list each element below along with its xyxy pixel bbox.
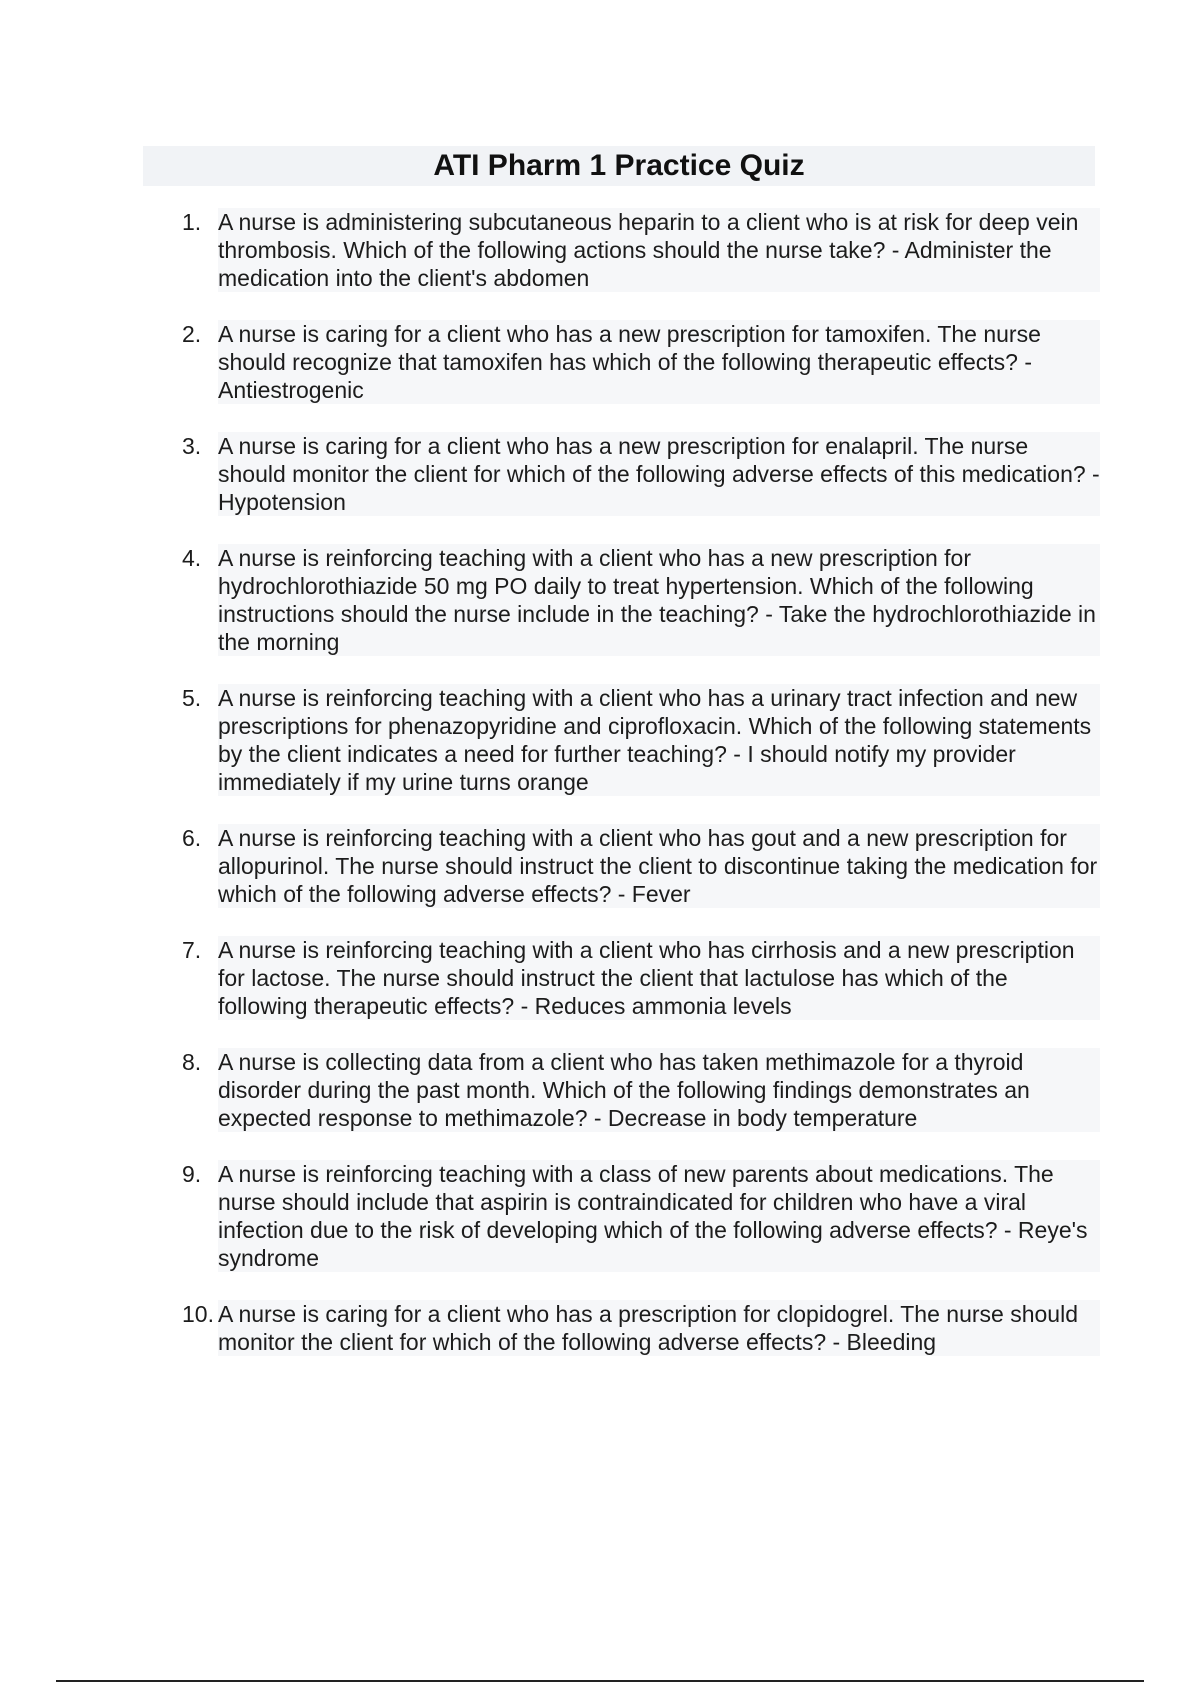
- quiz-item: [170, 1300, 1100, 1356]
- item-number: 7.: [182, 937, 202, 963]
- item-text: A nurse is administering subcutaneous heparin to a client who is at risk for deep vein thrombosis. Which of the following actions should the nurse take? - Administer the medication into the client's abdomen: [218, 208, 1100, 292]
- item-text: A nurse is reinforcing teaching with a client who has a urinary tract infection and new prescriptions for phenazopyridine and ciprofloxacin. Which of the following statements by the client indicates a need for further teaching? - I should notify my provider immediately if my urine turns orange: [218, 684, 1100, 796]
- quiz-item: [170, 684, 1100, 796]
- item-number: 2.: [182, 321, 202, 347]
- item-text: A nurse is collecting data from a client who has taken methimazole for a thyroid disorder during the past month. Which of the following findings demonstrates an expected response to methimazole? - Decrease in body temperature: [218, 1048, 1100, 1132]
- quiz-item: [170, 1048, 1100, 1132]
- item-number: 5.: [182, 685, 202, 711]
- item-number: 1.: [182, 209, 202, 235]
- quiz-list: [170, 208, 1100, 1384]
- item-number: 4.: [182, 545, 202, 571]
- item-number: 8.: [182, 1049, 202, 1075]
- quiz-item: [170, 320, 1100, 404]
- quiz-item: [170, 936, 1100, 1020]
- item-number: 3.: [182, 433, 202, 459]
- item-text: A nurse is reinforcing teaching with a class of new parents about medications. The nurse should include that aspirin is contraindicated for children who have a viral infection due to the risk of developing which of the following adverse effects? - Reye's syndrome: [218, 1160, 1100, 1272]
- item-text: A nurse is caring for a client who has a prescription for clopidogrel. The nurse should monitor the client for which of the following adverse effects? - Bleeding: [218, 1300, 1100, 1356]
- item-text: A nurse is reinforcing teaching with a client who has gout and a new prescription for allopurinol. The nurse should instruct the client to discontinue taking the medication for which of the following adverse effects? - Fever: [218, 824, 1100, 908]
- quiz-item: [170, 208, 1100, 292]
- item-text: A nurse is reinforcing teaching with a client who has cirrhosis and a new prescription for lactose. The nurse should instruct the client that lactulose has which of the following therapeutic effects? - Reduces ammonia levels: [218, 936, 1100, 1020]
- item-number: 9.: [182, 1161, 202, 1187]
- item-text: A nurse is caring for a client who has a new prescription for enalapril. The nurse should monitor the client for which of the following adverse effects of this medication? - Hypotension: [218, 433, 1100, 515]
- quiz-item: [170, 544, 1100, 656]
- item-number: 10.: [182, 1301, 214, 1327]
- quiz-item: [170, 824, 1100, 908]
- item-number: 6.: [182, 825, 202, 851]
- item-text: A nurse is caring for a client who has a new prescription for tamoxifen. The nurse should recognize that tamoxifen has which of the following therapeutic effects? - Antiestrogenic: [218, 320, 1100, 404]
- item-text: A nurse is reinforcing teaching with a client who has a new prescription for hydrochlorothiazide 50 mg PO daily to treat hypertension. Which of the following instructions should the nurse include in the teaching? - Take the hydrochlorothiazide in the morning: [218, 544, 1100, 656]
- quiz-item: [170, 1160, 1100, 1272]
- document-title: ATI Pharm 1 Practice Quiz: [433, 149, 805, 182]
- footer-divider: [56, 1680, 1144, 1682]
- quiz-item: [170, 432, 1100, 516]
